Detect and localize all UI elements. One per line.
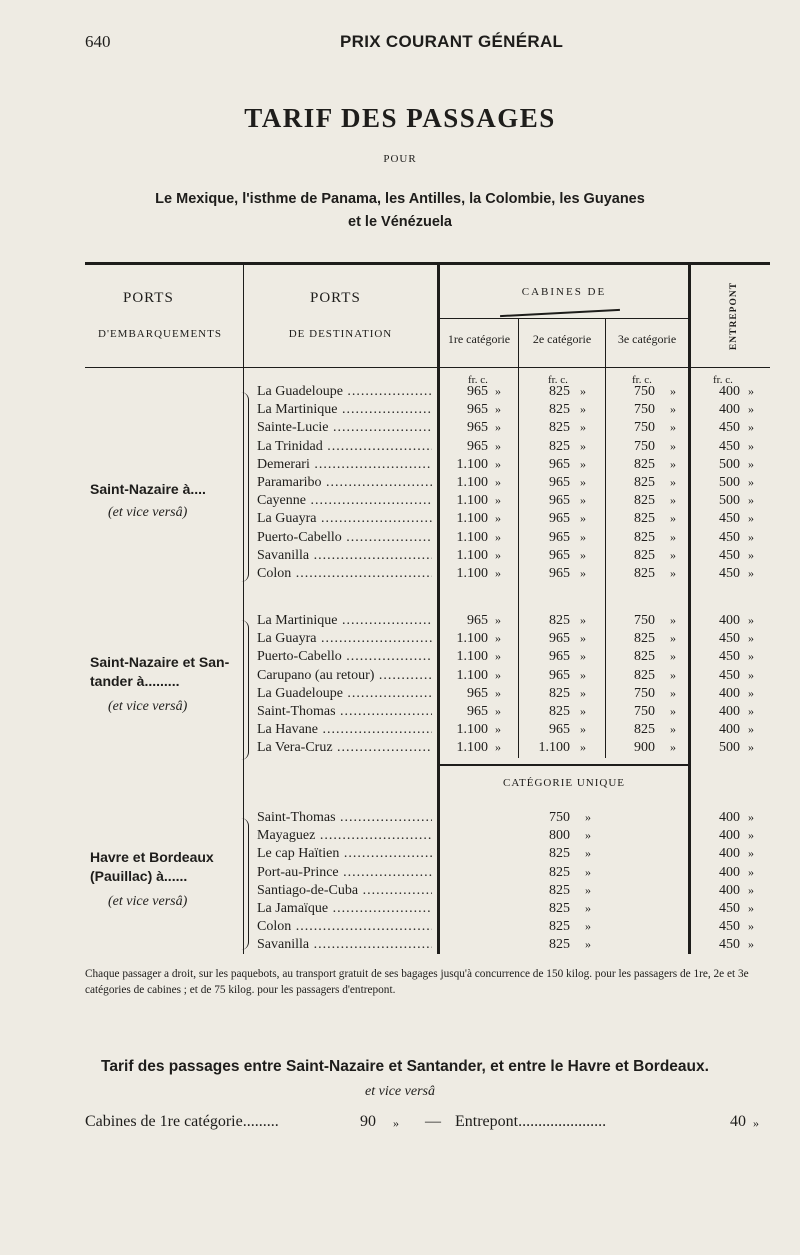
entrepont-price: 400 (719, 685, 740, 701)
cat3-price: 825 (634, 566, 655, 581)
cat1-price: 965 (467, 402, 488, 418)
entrepont-price: 400 (719, 704, 740, 719)
entrepont-ditto: » (748, 864, 754, 879)
table-row (0, 493, 800, 511)
cat1-ditto: » (495, 475, 501, 489)
entrepont-price: 500 (719, 456, 740, 472)
entrepont-ditto: » (748, 919, 754, 934)
destination-cell: Puerto-Cabello ..... (257, 530, 432, 546)
entrepont-label: Entrepont...................... (455, 1113, 607, 1130)
entrepont-ditto: » (748, 493, 754, 508)
table-row (0, 901, 800, 919)
cat1-ditto: » (495, 740, 501, 755)
cat2-ditto: » (580, 438, 586, 453)
entrepont-price: 450 (719, 547, 740, 563)
group-3-line-1: Havre et Bordeaux (90, 849, 214, 865)
cat2-price: 965 (549, 456, 570, 472)
cat3-price: 825 (634, 547, 655, 563)
table-row (0, 686, 800, 704)
cat3-ditto: » (670, 438, 676, 453)
destination-cell: Mayaguez ..... (257, 828, 432, 844)
table-row (0, 704, 800, 722)
unique-ditto: » (585, 901, 591, 915)
unique-ditto: » (585, 846, 591, 861)
entrepont-price: 400 (719, 882, 740, 898)
entrepont-price: 500 (719, 493, 740, 509)
unique-ditto: » (585, 882, 591, 897)
destination-cell: Savanilla ..... (257, 937, 432, 953)
cat3-ditto: » (670, 529, 676, 544)
table-row (0, 846, 800, 864)
entrepont-price: 400 (719, 846, 740, 862)
destination-cell: Savanilla ..... (257, 548, 432, 564)
destination-cell: Colon ..... (257, 919, 432, 935)
entrepont-ditto: » (748, 685, 754, 700)
entrepont-price: 450 (719, 937, 740, 953)
cat1-price: 1.100 (456, 631, 488, 647)
entrepont-price: 450 (719, 529, 740, 545)
cat3-price: 825 (634, 511, 655, 527)
cat3-ditto: » (670, 722, 676, 737)
second-tariff-title: Tarif des passages entre Saint-Nazaire et Santander, et entre le Havre et Bordeaux. (101, 1058, 709, 1075)
cat2-price: 965 (549, 722, 570, 738)
unique-ditto: » (585, 937, 591, 952)
cat1-price: 1.100 (456, 649, 488, 665)
entrepont-ditto: » (748, 704, 754, 718)
destination-cell: La Vera-Cruz ..... (257, 740, 432, 756)
cat1-ditto: » (495, 529, 501, 544)
entrepont-ditto: » (748, 846, 754, 861)
cat2-ditto: » (580, 667, 586, 682)
cat3-ditto: » (670, 547, 676, 562)
table-row (0, 384, 800, 402)
subtitle-line-1: Le Mexique, l'isthme de Panama, les Antilles, la Colombie, les Guyanes (155, 191, 645, 207)
entrepont-price: 500 (719, 740, 740, 756)
unique-price: 750 (549, 810, 570, 825)
page-number: 640 (85, 32, 111, 51)
table-row (0, 828, 800, 846)
cat2-ditto: » (580, 649, 586, 664)
table-row (0, 475, 800, 493)
cat2-ditto: » (580, 402, 586, 417)
entrepont-ditto: » (748, 828, 754, 843)
destination-cell: Sainte-Lucie ..... (257, 420, 432, 436)
cat1-ditto: » (495, 613, 501, 627)
unique-price: 825 (549, 846, 570, 862)
th-ports-left: PORTS (123, 290, 174, 306)
cat3-ditto: » (670, 667, 676, 682)
entrepont-value: 40 (730, 1113, 746, 1130)
entrepont-ditto: » (748, 631, 754, 646)
cat1-price: 965 (467, 685, 488, 701)
cat2-ditto: » (580, 566, 586, 580)
cat3-ditto: » (670, 613, 676, 627)
cat1-ditto: » (495, 402, 501, 417)
cat3-price: 825 (634, 649, 655, 665)
unit-cat2: fr. c. (548, 374, 568, 386)
entrepont-ditto: » (748, 420, 754, 435)
cabines-label: Cabines de 1re catégorie......... (85, 1113, 279, 1130)
entrepont-ditto: » (748, 511, 754, 526)
entrepont-price: 450 (719, 667, 740, 683)
cat1-price: 1.100 (456, 493, 488, 509)
cat2-ditto: » (580, 685, 586, 700)
entrepont-price: 450 (719, 901, 740, 916)
cat2-price: 825 (549, 420, 570, 436)
th-entrepont (727, 278, 741, 354)
entrepont-ditto: » (748, 613, 754, 627)
table-row (0, 865, 800, 883)
destination-cell: La Guayra ..... (257, 511, 432, 527)
cat3-price: 900 (634, 740, 655, 756)
cat3-ditto: » (670, 402, 676, 417)
cat2-ditto: » (580, 456, 586, 471)
cat3-price: 825 (634, 667, 655, 683)
unique-price: 825 (549, 901, 570, 916)
cat2-price: 825 (549, 402, 570, 418)
table-row (0, 566, 800, 584)
entrepont-price: 500 (719, 475, 740, 490)
destination-cell: Demerari ..... (257, 457, 432, 473)
group-2-line-2: tander à......... (90, 673, 180, 689)
unique-price: 825 (549, 864, 570, 880)
cat2-ditto: » (580, 631, 586, 646)
cat2-price: 1.100 (538, 740, 570, 756)
table-row (0, 631, 800, 649)
cat2-ditto: » (580, 384, 586, 398)
cat2-price: 965 (549, 475, 570, 490)
cat1-ditto: » (495, 667, 501, 682)
destination-cell: Saint-Thomas ..... (257, 810, 432, 826)
cat3-ditto: » (670, 456, 676, 471)
unit-cat3: fr. c. (632, 374, 652, 386)
running-title: PRIX COURANT GÉNÉRAL (340, 32, 564, 51)
cat1-ditto: » (495, 438, 501, 453)
cat2-price: 825 (549, 384, 570, 399)
th-cat3: 3e catégorie (617, 332, 677, 346)
entrepont-price: 400 (719, 384, 740, 399)
destination-cell: La Martinique ..... (257, 402, 432, 418)
cat3-ditto: » (670, 475, 676, 489)
second-tariff-italic: et vice versâ (365, 1084, 435, 1099)
entrepont-price: 400 (719, 722, 740, 738)
cat2-price: 965 (549, 547, 570, 563)
destination-cell: Puerto-Cabello ..... (257, 649, 432, 665)
destination-cell: La Martinique ..... (257, 613, 432, 629)
cat1-price: 965 (467, 420, 488, 436)
cat2-price: 965 (549, 649, 570, 665)
entrepont-ditto: » (748, 649, 754, 664)
cat3-price: 825 (634, 475, 655, 490)
table-row (0, 613, 800, 631)
table-row (0, 883, 800, 901)
entrepont-ditto: » (748, 402, 754, 417)
title-pour: POUR (383, 153, 417, 165)
cat1-price: 965 (467, 613, 488, 628)
subtitle-line-2: et le Vénézuela (348, 214, 452, 230)
unique-price: 825 (549, 919, 570, 935)
cat3-price: 825 (634, 631, 655, 647)
destination-cell: Port-au-Prince ..... (257, 865, 432, 881)
entrepont-price: 400 (719, 864, 740, 880)
entrepont-price: 450 (719, 566, 740, 581)
destination-cell: La Havane ..... (257, 722, 432, 738)
cat-unique-rule (440, 764, 688, 766)
cat1-price: 1.100 (456, 547, 488, 563)
cat1-ditto: » (495, 685, 501, 700)
th-ports-right: PORTS (310, 290, 361, 306)
cat2-ditto: » (580, 704, 586, 718)
table-head-rule (85, 367, 770, 368)
cat3-ditto: » (670, 420, 676, 435)
cat2-price: 825 (549, 685, 570, 701)
cat3-ditto: » (670, 685, 676, 700)
cat3-ditto: » (670, 704, 676, 718)
cat2-price: 825 (549, 613, 570, 628)
cat1-ditto: » (495, 420, 501, 435)
table-top-rule (85, 262, 770, 265)
cat1-price: 1.100 (456, 722, 488, 738)
table-row (0, 668, 800, 686)
cat3-ditto: » (670, 384, 676, 398)
entrepont-ditto: » (748, 529, 754, 544)
entrepont-ditto: » (748, 475, 754, 489)
table-row (0, 511, 800, 529)
cat2-price: 965 (549, 493, 570, 509)
cat3-ditto: » (670, 649, 676, 664)
cabines-swash (500, 309, 620, 317)
cat2-ditto: » (580, 547, 586, 562)
destination-cell: La Trinidad ..... (257, 439, 432, 455)
cat3-ditto: » (670, 493, 676, 508)
entrepont-ditto: » (748, 882, 754, 897)
cat3-price: 750 (634, 420, 655, 436)
cat3-price: 825 (634, 493, 655, 509)
unique-price: 800 (549, 828, 570, 844)
destination-cell: La Guadeloupe ..... (257, 686, 432, 702)
cat2-price: 965 (549, 511, 570, 527)
entrepont-price: 450 (719, 438, 740, 454)
cat2-price: 965 (549, 529, 570, 545)
entrepont-ditto: » (748, 566, 754, 580)
group-3-line-2: (Pauillac) à...... (90, 868, 188, 884)
cat1-price: 1.100 (456, 511, 488, 527)
entrepont-ditto: » (753, 1116, 759, 1130)
cat1-price: 1.100 (456, 475, 488, 490)
cat1-price: 1.100 (456, 529, 488, 545)
cat3-price: 750 (634, 685, 655, 701)
cat3-price: 750 (634, 402, 655, 418)
cat1-price: 965 (467, 438, 488, 454)
destination-cell: Paramaribo ..... (257, 475, 432, 491)
entrepont-ditto: » (748, 901, 754, 915)
entrepont-price: 400 (719, 810, 740, 825)
cat1-price: 1.100 (456, 667, 488, 683)
cat2-price: 965 (549, 631, 570, 647)
entrepont-price: 450 (719, 919, 740, 935)
table-row (0, 457, 800, 475)
destination-cell: Colon ..... (257, 566, 432, 582)
cat2-price: 825 (549, 704, 570, 719)
unit-cat1: fr. c. (468, 374, 488, 386)
unique-ditto: » (585, 828, 591, 843)
page-header (85, 32, 760, 54)
cat1-ditto: » (495, 722, 501, 737)
entrepont-price: 450 (719, 420, 740, 436)
cat2-price: 825 (549, 438, 570, 454)
entrepont-ditto: » (748, 667, 754, 682)
group-2-line-3: (et vice versâ) (108, 699, 188, 714)
unique-price: 825 (549, 882, 570, 898)
cat3-ditto: » (670, 566, 676, 580)
baggage-note: Chaque passager a droit, sur les paquebots, au transport gratuit de ses bagages jusqu'à concurrence de 150 kilog. pour les passagers de 1re, 2e et 3e catégories de cabines ; et de 75 kilog. pour les passagers d'entrepont. (85, 968, 749, 996)
table-row (0, 548, 800, 566)
cat1-price: 1.100 (456, 740, 488, 756)
group-1-line-2: (et vice versâ) (108, 505, 188, 520)
table-row (0, 919, 800, 937)
entrepont-price: 450 (719, 649, 740, 665)
cabines-rule (440, 318, 688, 319)
table-row (0, 439, 800, 457)
cat1-price: 1.100 (456, 456, 488, 472)
cat2-ditto: » (580, 511, 586, 526)
group-3-line-3: (et vice versâ) (108, 894, 188, 909)
cat1-ditto: » (495, 649, 501, 664)
destination-cell: Saint-Thomas ..... (257, 704, 432, 720)
entrepont-ditto: » (748, 456, 754, 471)
cat3-price: 750 (634, 704, 655, 719)
entrepont-ditto: » (748, 384, 754, 398)
entrepont-price: 450 (719, 631, 740, 647)
unit-entrepont: fr. c. (713, 374, 733, 386)
cat1-ditto: » (495, 566, 501, 580)
unique-ditto: » (585, 810, 591, 824)
unique-ditto: » (585, 864, 591, 879)
cat3-price: 825 (634, 529, 655, 545)
th-cat1: 1re catégorie (447, 332, 511, 346)
destination-cell: Cayenne ..... (257, 493, 432, 509)
th-entrepont-label: ENTREPONT (729, 281, 739, 351)
destination-cell: La Jamaïque ..... (257, 901, 432, 917)
categorie-unique-label: CATÉGORIE UNIQUE (502, 777, 625, 789)
entrepont-price: 450 (719, 511, 740, 527)
entrepont-ditto: » (748, 722, 754, 737)
destination-cell: Le cap Haïtien ..... (257, 846, 432, 862)
separator-dash: — (425, 1113, 441, 1130)
cat1-ditto: » (495, 631, 501, 646)
cat2-ditto: » (580, 493, 586, 508)
entrepont-ditto: » (748, 438, 754, 453)
cat3-price: 825 (634, 722, 655, 738)
th-cat2: 2e catégorie (532, 332, 592, 346)
subtitle (60, 188, 740, 234)
cat1-ditto: » (495, 456, 501, 471)
cat3-ditto: » (670, 631, 676, 646)
entrepont-ditto: » (748, 810, 754, 824)
table-row (0, 810, 800, 828)
cat3-price: 750 (634, 438, 655, 454)
cat1-price: 965 (467, 384, 488, 399)
th-destination: DE DESTINATION (288, 328, 393, 340)
cat1-ditto: » (495, 511, 501, 526)
destination-cell: Santiago-de-Cuba ..... (257, 883, 432, 899)
destination-cell: La Guayra ..... (257, 631, 432, 647)
table-row (0, 937, 800, 955)
table-row (0, 402, 800, 420)
table-row (0, 530, 800, 548)
th-cabines: CABINES DE (521, 286, 607, 298)
entrepont-price: 400 (719, 828, 740, 844)
cat1-ditto: » (495, 384, 501, 398)
cabines-value: 90 (360, 1113, 376, 1130)
table-row (0, 420, 800, 438)
entrepont-price: 400 (719, 613, 740, 628)
cat2-ditto: » (580, 613, 586, 627)
destination-cell: Carupano (au retour) ..... (257, 668, 432, 684)
cat2-ditto: » (580, 420, 586, 435)
unique-ditto: » (585, 919, 591, 934)
cat2-price: 965 (549, 667, 570, 683)
cat3-ditto: » (670, 740, 676, 755)
table-row (0, 722, 800, 740)
group-1-line-1: Saint-Nazaire à.... (90, 481, 206, 497)
cat2-ditto: » (580, 740, 586, 755)
cat2-price: 965 (549, 566, 570, 581)
entrepont-ditto: » (748, 937, 754, 952)
entrepont-price: 400 (719, 402, 740, 418)
cat1-ditto: » (495, 547, 501, 562)
cat2-ditto: » (580, 475, 586, 489)
cat3-ditto: » (670, 511, 676, 526)
table-row (0, 740, 800, 758)
cabines-ditto: » (393, 1116, 399, 1130)
cat1-ditto: » (495, 493, 501, 508)
cat1-price: 965 (467, 704, 488, 719)
table-row (0, 649, 800, 667)
cat3-price: 750 (634, 613, 655, 628)
th-embarquement: D'EMBARQUEMENTS (98, 328, 222, 340)
cat2-ditto: » (580, 722, 586, 737)
cat1-ditto: » (495, 704, 501, 718)
cat1-price: 1.100 (456, 566, 488, 581)
destination-cell: La Guadeloupe ..... (257, 384, 432, 400)
unique-price: 825 (549, 937, 570, 953)
cat3-price: 750 (634, 384, 655, 399)
page-title: TARIF DES PASSAGES (244, 103, 556, 133)
cat2-ditto: » (580, 529, 586, 544)
group-2-line-1: Saint-Nazaire et San- (90, 654, 230, 670)
entrepont-ditto: » (748, 740, 754, 755)
entrepont-ditto: » (748, 547, 754, 562)
cat3-price: 825 (634, 456, 655, 472)
